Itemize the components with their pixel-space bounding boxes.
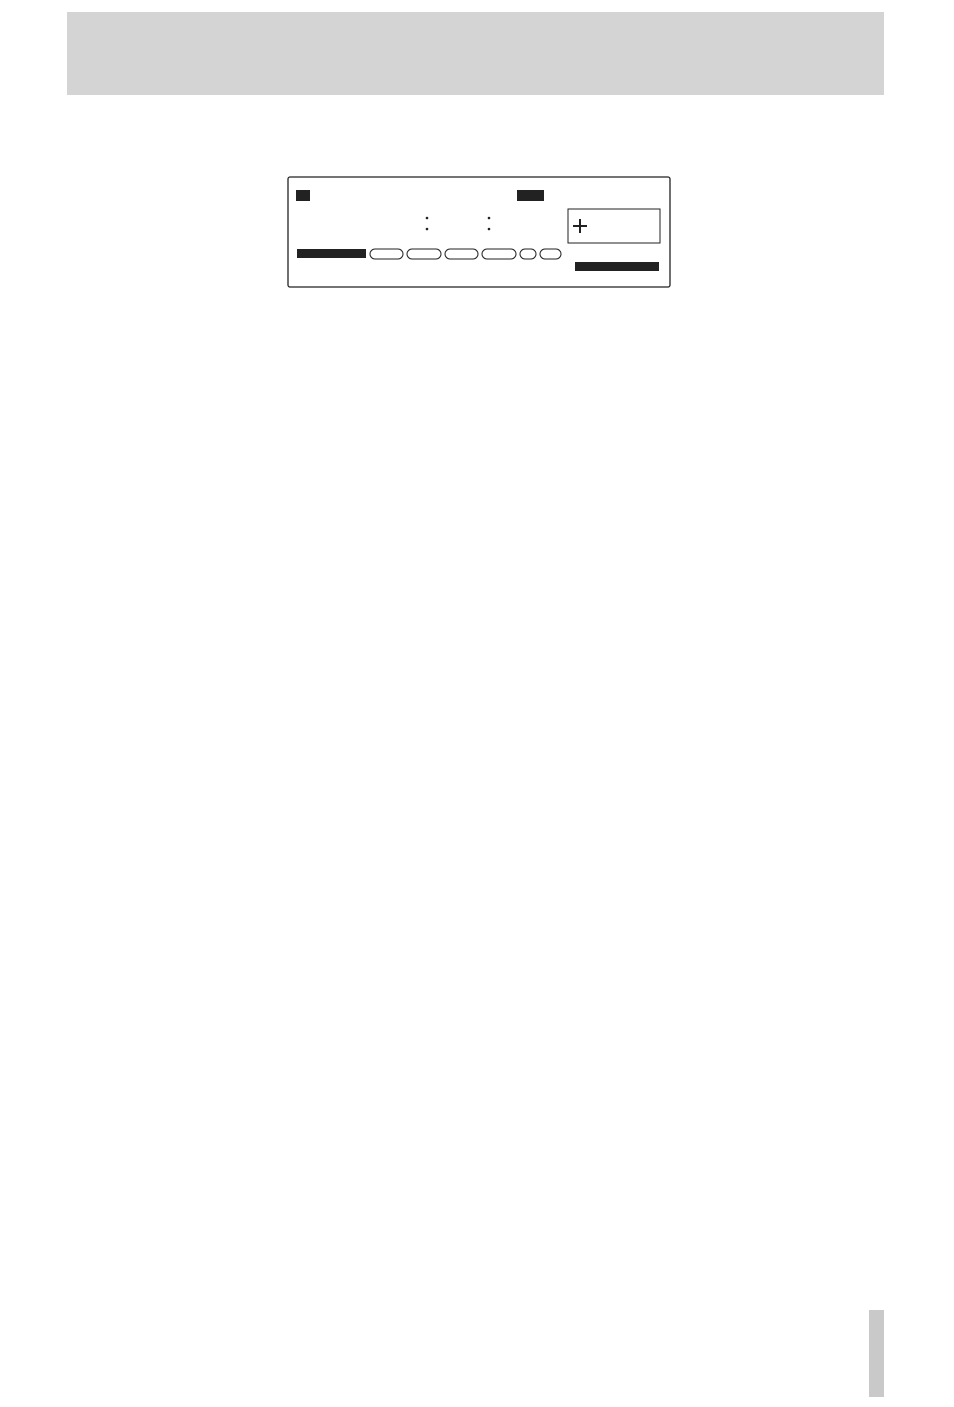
lcd-display-diagram — [230, 125, 730, 345]
key-original-badge — [575, 262, 659, 271]
flash-badge — [297, 249, 366, 258]
page-header — [67, 12, 884, 95]
m-badge — [296, 190, 310, 201]
page-footer — [828, 1308, 832, 1330]
page-edge-tab — [869, 1310, 884, 1397]
mp3-badge — [517, 190, 544, 201]
